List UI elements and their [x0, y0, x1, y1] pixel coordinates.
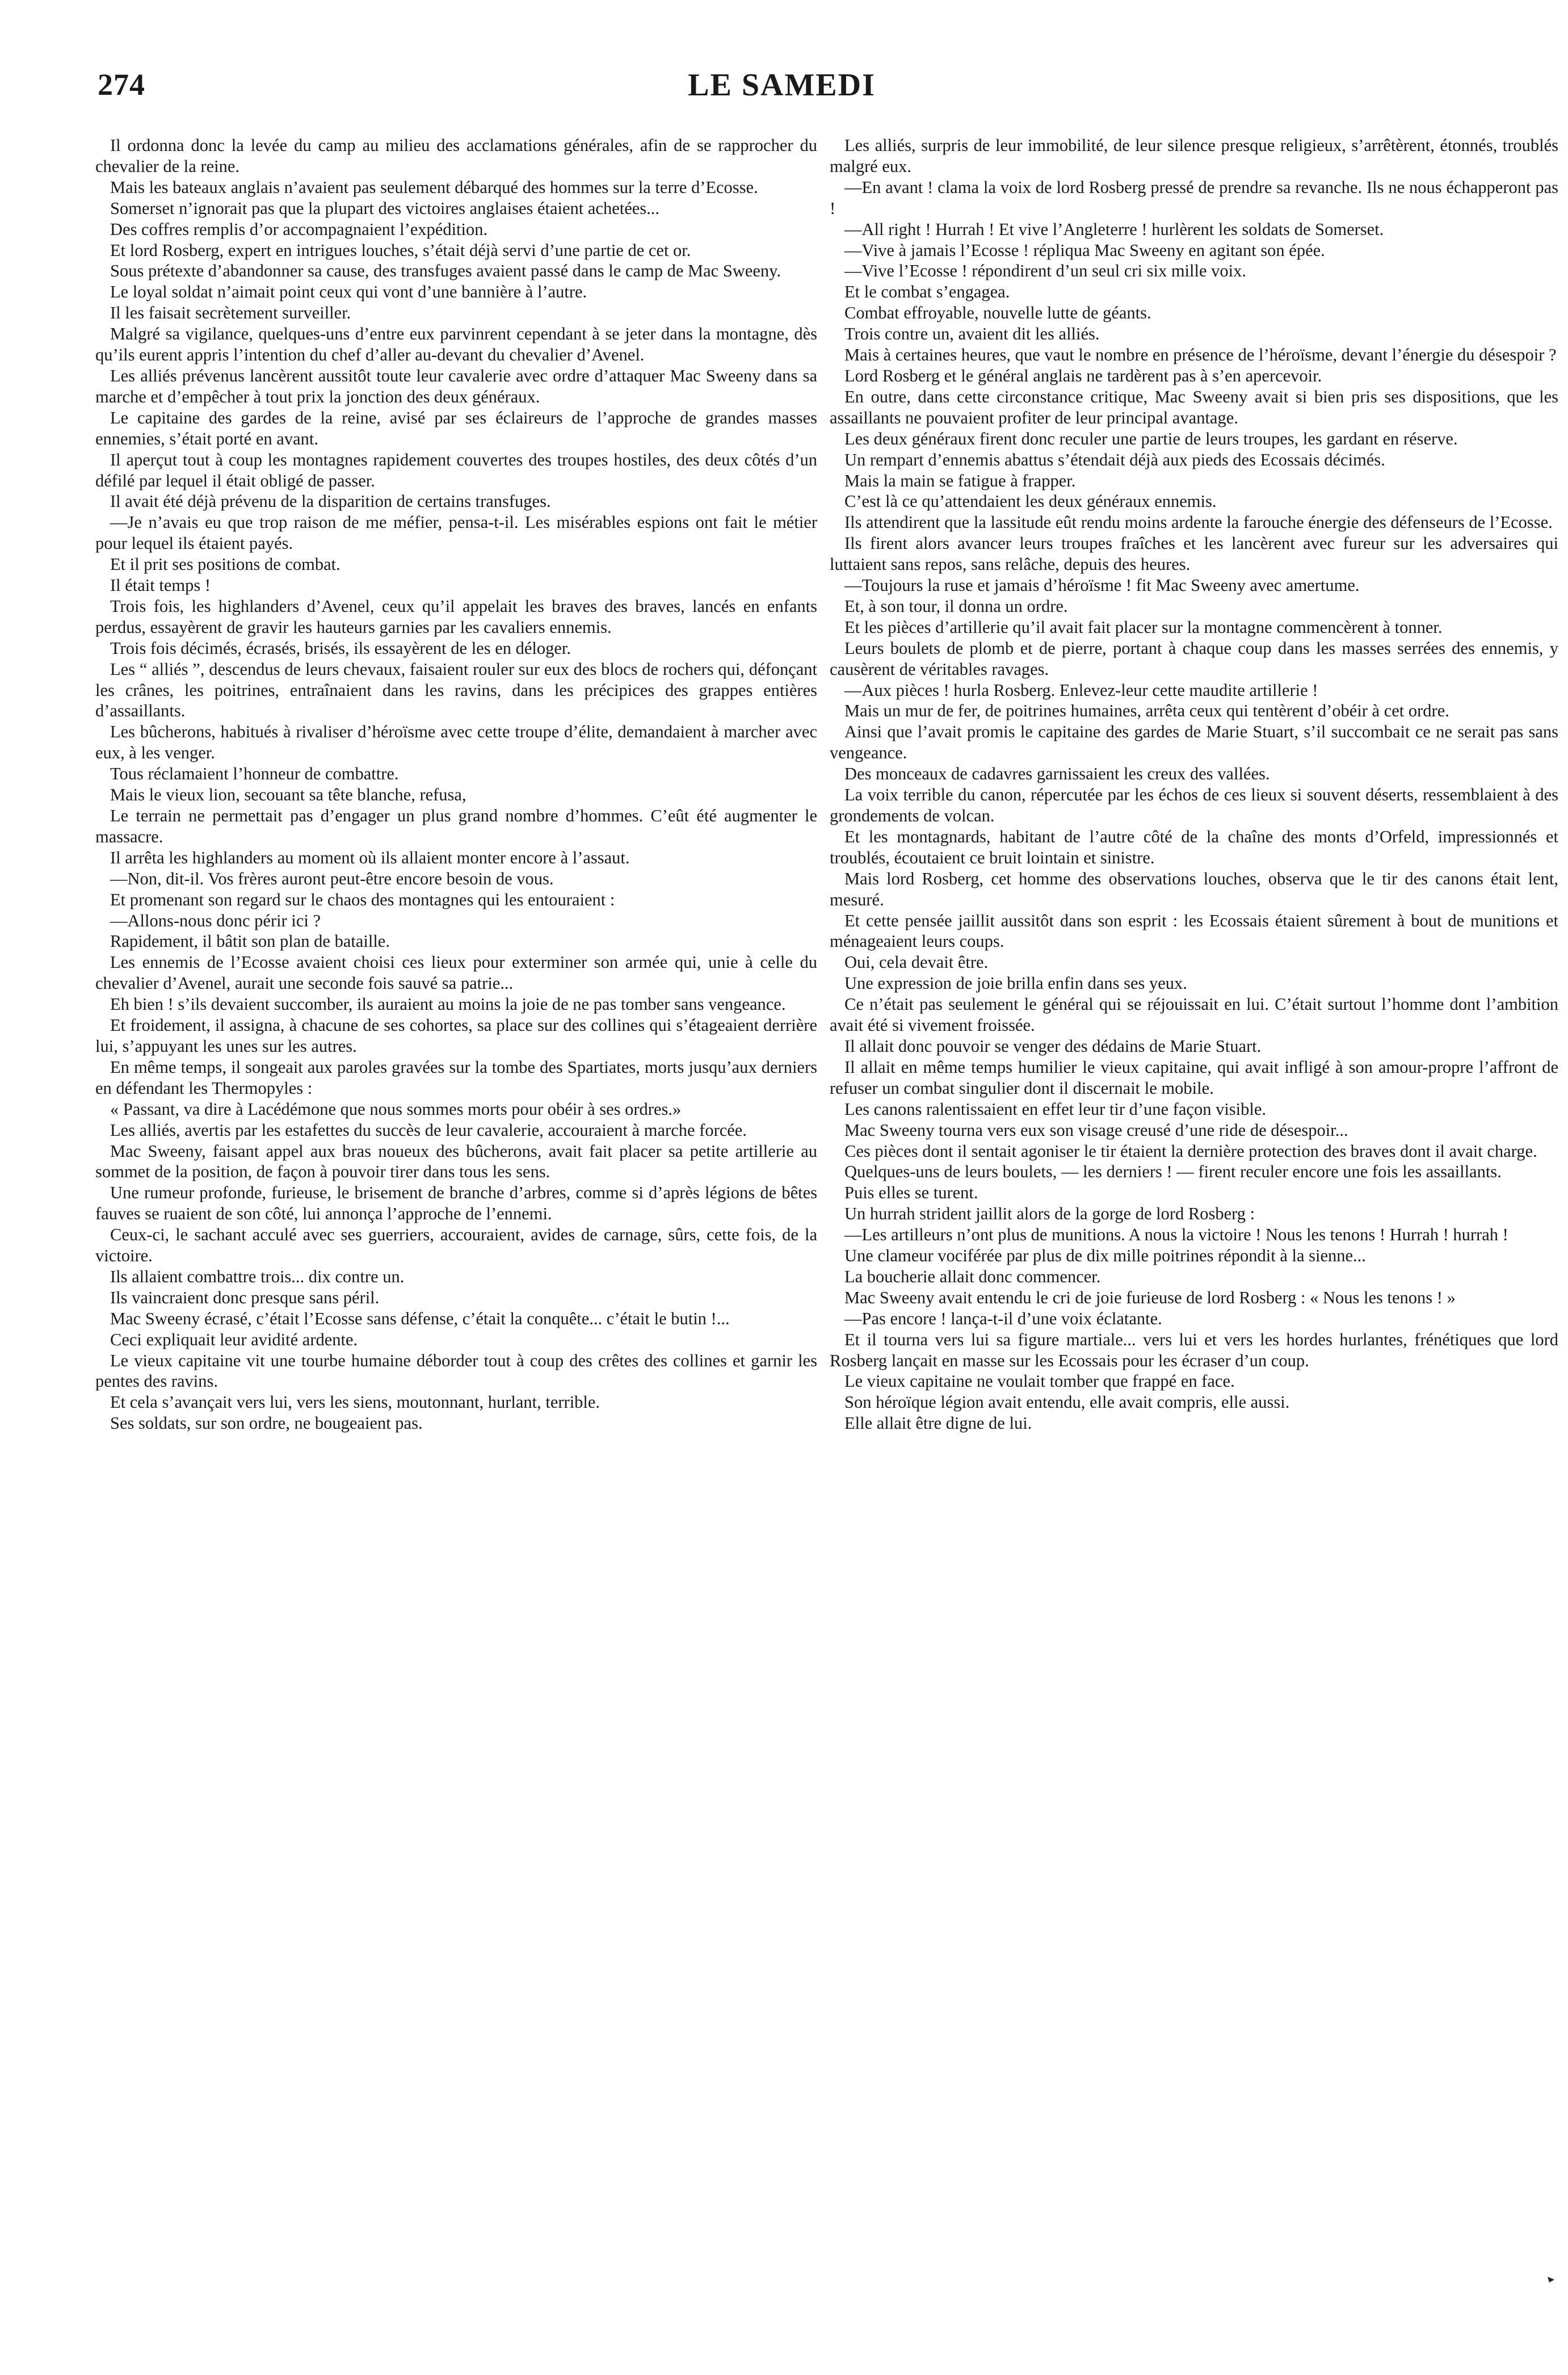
paragraph: Trois fois, les highlanders d’Avenel, ceux qu’il appelait les braves des braves, lancés en enfants perdus, essayèrent de gravir les hauteurs garnies par les cavaliers ennemis. [95, 596, 817, 637]
margin-mark-icon [1547, 2275, 1556, 2284]
paragraph: Mac Sweeny, faisant appel aux bras noueux des bûcherons, avait fait placer sa petite artillerie au sommet de la position, de façon à pouvoir tirer dans tous les sens. [95, 1141, 817, 1182]
paragraph: Son héroïque légion avait entendu, elle avait compris, elle aussi. [844, 1392, 1290, 1412]
paragraph: Et il prit ses positions de combat. [110, 555, 340, 574]
paragraph: Ainsi que l’avait promis le capitaine des gardes de Marie Stuart, s’il succombait ce ne serait pas sans vengeance. [830, 722, 1558, 763]
paragraph: Les bûcherons, habitués à rivaliser d’héroïsme avec cette troupe d’élite, demandaient à marcher avec eux, à les venger. [95, 722, 817, 763]
paragraph: Il aperçut tout à coup les montagnes rapidement couvertes des troupes hostiles, des deux côtés d’un défilé par lequel il était obligé de passer. [95, 450, 817, 490]
paragraph: Mais à certaines heures, que vaut le nombre en présence de l’héroïsme, devant l’énergie du désespoir ? [844, 345, 1557, 365]
paragraph: Et froidement, il assigna, à chacune de ses cohortes, sa place sur des collines qui s’étageaient derrière lui, s’appuyant les unes sur les autres. [95, 1016, 817, 1056]
paragraph: Eh bien ! s’ils devaient succomber, ils auraient au moins la joie de ne pas tomber sans vengeance. [110, 995, 786, 1014]
paragraph: Ils allaient combattre trois... dix contre un. [110, 1266, 405, 1286]
paragraph: Tous réclamaient l’honneur de combattre. [110, 764, 399, 784]
paragraph: Mais les bateaux anglais n’avaient pas seulement débarqué des hommes sur la terre d’Ecosse. [110, 177, 758, 197]
paragraph: —Toujours la ruse et jamais d’héroïsme ! fit Mac Sweeny avec amertume. [844, 576, 1360, 595]
paragraph: —Les artilleurs n’ont plus de munitions. A nous la victoire ! Nous les tenons ! Hurrah ! hurrah ! [844, 1225, 1508, 1245]
paragraph: Somerset n’ignorait pas que la plupart des victoires anglaises étaient achetées... [110, 198, 660, 218]
paragraph: Ses soldats, sur son ordre, ne bougeaient pas. [110, 1413, 423, 1433]
paragraph: Ils firent alors avancer leurs troupes fraîches et les lancèrent avec fureur sur les adversaires qui luttaient sans repos, sans relâche, depuis des heures. [830, 534, 1558, 574]
paragraph: Les canons ralentissaient en effet leur tir d’une façon visible. [844, 1099, 1267, 1119]
paragraph: Puis elles se turent. [844, 1183, 978, 1203]
paragraph: Les “ alliés ”, descendus de leurs chevaux, faisaient rouler sur eux des blocs de rochers qui, défonçant les crânes, les poitrines, entraînaient dans les ravins, dans les précipices des grappes entières d’assaillants. [95, 659, 817, 721]
paragraph: Les ennemis de l’Ecosse avaient choisi ces lieux pour exterminer son armée qui, unie à celle du chevalier d’Avenel, aurait une seconde fois sauvé sa patrie... [95, 952, 817, 993]
paragraph: C’est là ce qu’attendaient les deux généraux ennemis. [844, 492, 1217, 511]
paragraph: —Allons-nous donc périr ici ? [110, 910, 321, 930]
paragraph: Un hurrah strident jaillit alors de la gorge de lord Rosberg : [844, 1204, 1255, 1224]
paragraph: Quelques-uns de leurs boulets, — les derniers ! — firent reculer encore une fois les assaillants. [844, 1162, 1502, 1182]
paragraph: Il allait donc pouvoir se venger des dédains de Marie Stuart. [844, 1036, 1262, 1056]
paragraph: Les alliés prévenus lancèrent aussitôt toute leur cavalerie avec ordre d’attaquer Mac Sweeny dans sa marche et d’empêcher à tout prix la jonction des deux généraux. [95, 366, 817, 406]
paragraph: Trois contre un, avaient dit les alliés. [844, 324, 1100, 344]
paragraph: Le vieux capitaine ne voulait tomber que frappé en face. [844, 1371, 1235, 1391]
paragraph: La voix terrible du canon, répercutée par les échos de ces lieux si souvent déserts, ressemblaient à des grondements de volcan. [830, 785, 1558, 825]
paragraph: Il arrêta les highlanders au moment où ils allaient monter encore à l’assaut. [110, 847, 630, 867]
paragraph: Mais la main se fatigue à frapper. [844, 471, 1076, 490]
paragraph: Ceci expliquait leur avidité ardente. [110, 1329, 358, 1349]
paragraph: Il était temps ! [110, 576, 211, 595]
paragraph: Ils attendirent que la lassitude eût rendu moins ardente la farouche énergie des défenseurs de l’Ecosse. [844, 513, 1553, 532]
paragraph: Mais lord Rosberg, cet homme des observations louches, observa que le tir des canons était lent, mesuré. [830, 868, 1558, 909]
paragraph: —All right ! Hurrah ! Et vive l’Angleterre ! hurlèrent les soldats de Somerset. [844, 219, 1384, 239]
paragraph: Mac Sweeny tourna vers eux son visage creusé d’une ride de désespoir... [844, 1120, 1348, 1140]
paragraph: Oui, cela devait être. [844, 952, 989, 972]
paragraph: Malgré sa vigilance, quelques-uns d’entre eux parvinrent cependant à se jeter dans la montagne, dès qu’ils eurent appris l’intention du chef d’aller au-devant du chevalier d’Avenel. [95, 324, 817, 365]
paragraph: Les deux généraux firent donc reculer une partie de leurs troupes, les gardant en réserve. [844, 429, 1458, 448]
paragraph: —Je n’avais eu que trop raison de me méfier, pensa-t-il. Les misérables espions ont fait le métier pour lequel ils étaient payés. [95, 513, 817, 553]
paragraph: Et les pièces d’artillerie qu’il avait fait placer sur la montagne commencèrent à tonner. [844, 617, 1443, 637]
paragraph: Des monceaux de cadavres garnissaient les creux des vallées. [844, 764, 1270, 784]
paragraph: Une clameur vociférée par plus de dix mille poitrines répondit à la sienne... [844, 1246, 1366, 1266]
paragraph: Il les faisait secrètement surveiller. [110, 303, 351, 323]
paragraph: —Pas encore ! lança-t-il d’une voix éclatante. [844, 1308, 1162, 1328]
paragraph: —Aux pièces ! hurla Rosberg. Enlevez-leur cette maudite artillerie ! [844, 680, 1318, 700]
paragraph: Et cela s’avançait vers lui, vers les siens, moutonnant, hurlant, terrible. [110, 1392, 600, 1412]
paragraph: Trois fois décimés, écrasés, brisés, ils essayèrent de les en déloger. [110, 638, 571, 658]
paragraph: Et lord Rosberg, expert en intrigues louches, s’était déjà servi d’une partie de cet or. [110, 240, 691, 260]
paragraph: Rapidement, il bâtit son plan de bataille. [110, 931, 390, 951]
paragraph: Ces pièces dont il sentait agoniser le tir étaient la dernière protection des braves dont il avait charge. [844, 1141, 1537, 1161]
paragraph: Ils vaincraient donc presque sans péril. [110, 1287, 380, 1307]
paragraph: Il allait en même temps humilier le vieux capitaine, qui avait infligé à son amour-propre l’affront de refuser un combat singulier dont il discernait le mobile. [830, 1057, 1558, 1098]
paragraph: —Non, dit-il. Vos frères auront peut-être encore besoin de vous. [110, 868, 554, 888]
paragraph: Mais un mur de fer, de poitrines humaines, arrêta ceux qui tentèrent d’obéir à cet ordre. [844, 701, 1449, 721]
paragraph: Et, à son tour, il donna un ordre. [844, 596, 1068, 616]
paragraph: Ce n’était pas seulement le général qui se réjouissait en lui. C’était surtout l’homme dont l’ambition avait été si vivement froissée. [830, 995, 1558, 1035]
paragraph: La boucherie allait donc commencer. [844, 1266, 1101, 1286]
paragraph: Le vieux capitaine vit une tourbe humaine déborder tout à coup des crêtes des collines et garnir les pentes des ravins. [95, 1350, 817, 1391]
left-text-column [95, 135, 817, 1434]
paragraph: Le terrain ne permettait pas d’engager un plus grand nombre d’hommes. C’eût été augmenter le massacre. [95, 806, 817, 846]
paragraph: Et le combat s’engagea. [844, 282, 1010, 302]
paragraph: Et les montagnards, habitant de l’autre côté de la chaîne des monts d’Orfeld, impressionnés et troublés, écoutaient ce bruit lointain et sinistre. [830, 826, 1558, 867]
paragraph: Et il tourna vers lui sa figure martiale... vers lui et vers les hordes hurlantes, frénétiques que lord Rosberg lançait en masse sur les Ecossais pour les écraser d’un coup. [830, 1329, 1558, 1370]
paragraph: Le capitaine des gardes de la reine, avisé par ses éclaireurs de l’approche de grandes masses ennemies, s’était porté en avant. [95, 408, 817, 448]
paragraph: « Passant, va dire à Lacédémone que nous sommes morts pour obéir à ses ordres.» [110, 1099, 682, 1119]
paragraph: Leurs boulets de plomb et de pierre, portant à chaque coup dans les masses serrées des ennemis, y causèrent de véritables ravages. [830, 638, 1558, 679]
running-title: LE SAMEDI [688, 68, 876, 103]
paragraph: —En avant ! clama la voix de lord Rosberg pressé de prendre sa revanche. Ils ne nous échapperont pas ! [830, 177, 1558, 218]
paragraph: Des coffres remplis d’or accompagnaient l’expédition. [110, 219, 488, 239]
paragraph: Lord Rosberg et le général anglais ne tardèrent pas à s’en apercevoir. [844, 366, 1322, 385]
paragraph: En même temps, il songeait aux paroles gravées sur la tombe des Spartiates, morts jusqu’aux derniers en défendant les Thermopyles : [95, 1057, 817, 1098]
paragraph: Mac Sweeny écrasé, c’était l’Ecosse sans défense, c’était la conquête... c’était le butin !... [110, 1308, 730, 1328]
page-header [98, 67, 1466, 118]
paragraph: Une expression de joie brilla enfin dans ses yeux. [844, 974, 1187, 993]
paragraph: Combat effroyable, nouvelle lutte de géants. [844, 303, 1151, 323]
paragraph: Elle allait être digne de lui. [844, 1413, 1032, 1433]
paragraph: Les alliés, surpris de leur immobilité, de leur silence presque religieux, s’arrêtèrent, étonnés, troublés malgré eux. [830, 136, 1558, 176]
page-number: 274 [98, 68, 145, 102]
right-text-column [830, 135, 1558, 1434]
paragraph: Mac Sweeny avait entendu le cri de joie furieuse de lord Rosberg : « Nous les tenons ! » [844, 1287, 1456, 1307]
paragraph: Mais le vieux lion, secouant sa tête blanche, refusa, [110, 785, 466, 805]
paragraph: Et cette pensée jaillit aussitôt dans son esprit : les Ecossais étaient sûrement à bout de munitions et ménageaient leurs coups. [830, 910, 1558, 951]
paragraph: Ceux-ci, le sachant acculé avec ses guerriers, accouraient, avides de carnage, sûrs, cette fois, de la victoire. [95, 1225, 817, 1266]
paragraph: Sous prétexte d’abandonner sa cause, des transfuges avaient passé dans le camp de Mac Sweeny. [110, 261, 781, 281]
paragraph: Il avait été déjà prévenu de la disparition de certains transfuges. [110, 492, 551, 511]
paragraph: Un rempart d’ennemis abattus s’étendait déjà aux pieds des Ecossais décimés. [844, 450, 1385, 469]
paragraph: Une rumeur profonde, furieuse, le brisement de branche d’arbres, comme si d’après légions de bêtes fauves se ruaient de son côté, lui annonça l’approche de l’ennemi. [95, 1183, 817, 1224]
paragraph: —Vive l’Ecosse ! répondirent d’un seul cri six mille voix. [844, 261, 1246, 281]
paragraph: Le loyal soldat n’aimait point ceux qui vont d’une bannière à l’autre. [110, 282, 587, 302]
paragraph: Il ordonna donc la levée du camp au milieu des acclamations générales, afin de se rapprocher du chevalier de la reine. [95, 136, 817, 176]
paragraph: Les alliés, avertis par les estafettes du succès de leur cavalerie, accouraient à marche forcée. [110, 1120, 747, 1140]
paragraph: Et promenant son regard sur le chaos des montagnes qui les entouraient : [110, 889, 615, 909]
paragraph: —Vive à jamais l’Ecosse ! répliqua Mac Sweeny en agitant son épée. [844, 240, 1325, 260]
paragraph: En outre, dans cette circonstance critique, Mac Sweeny avait si bien pris ses dispositions, que les assaillants ne pouvaient profiter de leur principal avantage. [830, 387, 1558, 427]
